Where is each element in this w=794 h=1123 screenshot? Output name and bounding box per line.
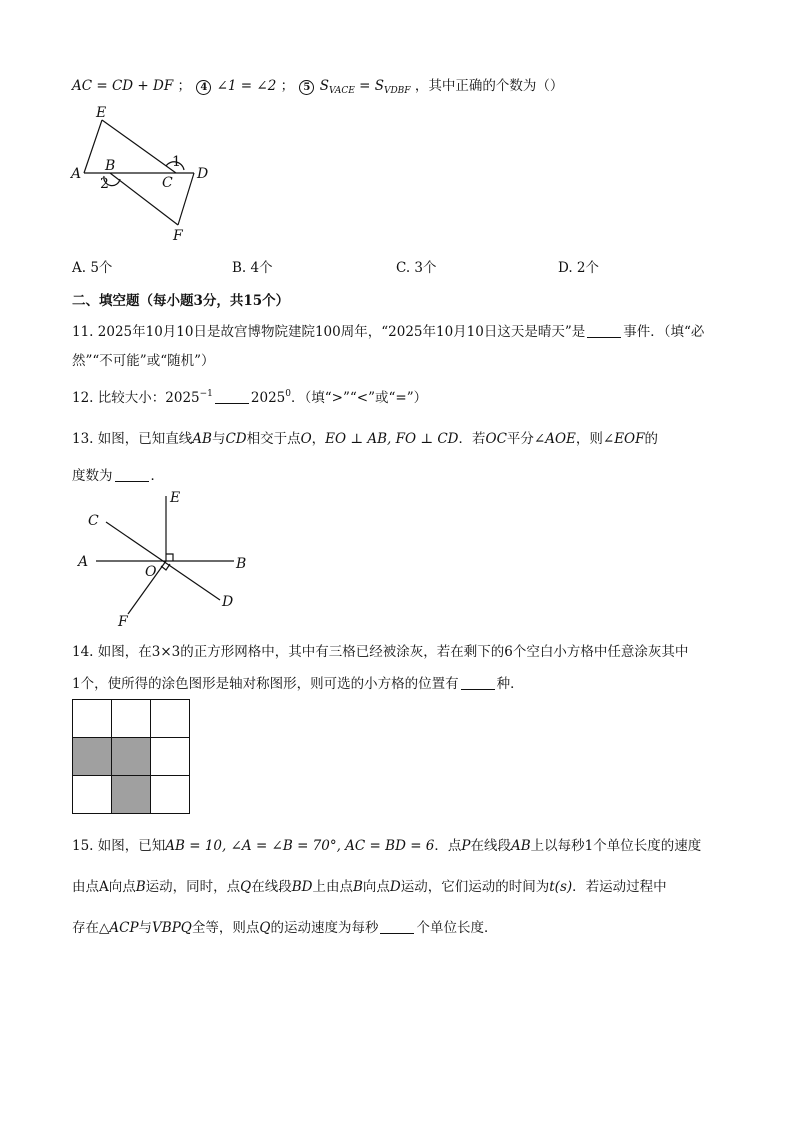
q15-text: 向点 [362, 879, 390, 895]
label-e: E [96, 105, 107, 121]
q13-text: ． [150, 468, 164, 484]
line-cd: CD [225, 431, 247, 447]
q15-text: 上以每秒1个单位长度的速度 [530, 838, 702, 854]
q13-text: ， [311, 431, 326, 447]
label-c: C [162, 175, 173, 191]
point-b: B [135, 879, 146, 895]
separator: ； [177, 78, 192, 94]
area-s-dbf: $S_{VDBF}$ [374, 78, 411, 96]
label-angle-2: 2 [100, 176, 109, 192]
condition-4: ∠1 = ∠2 [216, 78, 277, 94]
label-o: O [145, 564, 157, 580]
equals-sign: = [354, 78, 375, 94]
q15-text: 与 [138, 920, 153, 936]
q15-text: 上由点 [312, 879, 353, 895]
q14-line-2 [72, 672, 524, 692]
answer-blank [587, 325, 621, 338]
q15-text: 全等，则点 [191, 920, 260, 936]
q10-geometry-figure [66, 100, 226, 250]
label-f: F [118, 614, 128, 630]
q12-term-1: $2025^{-1}$ [165, 389, 213, 406]
q13-text: ．若 [458, 431, 486, 447]
angle-aoe: ∠AOE [533, 431, 576, 447]
label-d: D [222, 594, 234, 610]
grid-cell-blank [150, 699, 190, 738]
q14-text: 的正方形网格中，其中有三格已经被涂灰，若在剩下的6个空白小方格中任意涂灰其中 [180, 644, 689, 660]
grid-size: 3×3 [151, 644, 181, 660]
q13-geometry-figure [70, 488, 260, 632]
q15-text: 运动，它们运动的时间为 [400, 879, 550, 895]
label-d: D [197, 166, 209, 182]
grid-cell-blank [150, 775, 190, 814]
point-q: Q [240, 879, 252, 895]
point-b: B [353, 879, 363, 895]
q15-text: 由点A向点 [72, 879, 136, 895]
q15-text: 运动，同时，点 [145, 879, 241, 895]
q15-text: 在线段 [251, 879, 292, 895]
line-ab: AB [192, 431, 212, 447]
q12-suffix: ．（填“>”“<”或“=”） [291, 390, 428, 406]
right-angle-mark-eo [166, 554, 173, 561]
option-d: D. 2个 [558, 260, 600, 276]
option-b: B. 4个 [232, 260, 273, 276]
segment-df [178, 173, 194, 225]
q13-text: 相交于点 [246, 431, 301, 447]
label-a: A [78, 554, 89, 570]
ray-oc: OC [485, 431, 507, 447]
q13-text: 与 [211, 431, 226, 447]
q15-text: ．若运动过程中 [572, 879, 667, 895]
label-a: A [71, 166, 82, 182]
separator: ； [280, 78, 295, 94]
q11-line-1 [72, 320, 704, 340]
q15-text: 15. 如图，已知 [72, 838, 166, 854]
point-p: P [461, 838, 471, 854]
grid-cell-blank [150, 737, 190, 776]
q12-line [72, 386, 427, 406]
label-e: E [170, 490, 181, 506]
q11-text-tail: 事件．（填“必 [623, 324, 705, 340]
point-o: O [300, 431, 312, 447]
q11-text: 11. 2025年10月10日是故宫博物院建院100周年，“2025年10月10日这天是晴天”是 [72, 324, 586, 340]
q10-conditions-line [72, 74, 563, 96]
answer-blank [215, 391, 249, 404]
label-b: B [105, 158, 116, 174]
q13-text: ，则 [575, 431, 603, 447]
q13-line-2 [72, 464, 164, 484]
circled-number-4: 4 [196, 80, 211, 95]
grid-cell-blank [111, 699, 151, 738]
label-c: C [88, 513, 99, 529]
grid-cell-shaded [111, 775, 151, 814]
q13-text: 度数为 [72, 468, 113, 484]
point-q: Q [259, 920, 271, 936]
triangle-acp: △ACP [99, 920, 139, 936]
q15-line-3 [72, 916, 497, 936]
grid-cell-blank [72, 775, 112, 814]
q12-term-2: 2025$^0$ [250, 389, 291, 406]
answer-blank [461, 677, 495, 690]
q14-line-1 [72, 640, 688, 660]
grid-cell-blank [72, 699, 112, 738]
option-c: C. 3个 [396, 260, 437, 276]
q13-text: 13. 如图，已知直线 [72, 431, 193, 447]
grid-cell-shaded [111, 737, 151, 776]
q15-text: 存在 [72, 920, 99, 936]
answer-blank [380, 921, 414, 934]
point-d: D [389, 879, 401, 895]
label-angle-1: 1 [172, 154, 181, 170]
q11-line-2: 然”“不可能”或“随机”） [72, 353, 215, 369]
angle-eof: ∠EOF [602, 431, 645, 447]
q14-square-grid [72, 699, 189, 813]
answer-blank [115, 469, 149, 482]
segment-ae [84, 120, 102, 173]
q15-text: ．点 [434, 838, 462, 854]
q14-text: 1个，使所得的涂色图形是轴对称图形，则可选的小方格的位置有 [72, 676, 459, 692]
q14-text: 14. 如图，在 [72, 644, 152, 660]
time-variable: t(s) [549, 879, 573, 895]
triangle-bpq: VBPQ [152, 920, 192, 936]
q15-text: 在线段 [470, 838, 511, 854]
q15-line-1 [72, 834, 701, 854]
section-title: 二、填空题（每小题3分，共15个） [72, 293, 290, 309]
q15-line-2 [72, 875, 667, 895]
q12-prefix: 12. 比较大小： [72, 390, 166, 406]
given-conditions: AB = 10, ∠A = ∠B = 70°, AC = BD = 6 [165, 838, 435, 854]
segment-ab: AB [510, 838, 531, 854]
q13-text: 平分 [506, 431, 534, 447]
question-ask: ，其中正确的个数为（） [414, 78, 564, 94]
segment-bd: BD [291, 879, 313, 895]
area-s-ace: $S_{VACE}$ [319, 78, 355, 96]
q13-line-1 [72, 427, 658, 447]
q15-text: 的运动速度为每秒 [270, 920, 379, 936]
label-f: F [173, 228, 183, 244]
q13-text: 的 [644, 431, 658, 447]
grid-cell-shaded [72, 737, 112, 776]
label-b: B [236, 556, 247, 572]
q14-text: 种． [496, 676, 524, 692]
perpendicular-conditions: EO ⊥ AB, FO ⊥ CD [325, 431, 459, 447]
option-a: A. 5个 [72, 260, 113, 276]
condition-3: AC = CD + DF [72, 78, 174, 94]
circled-number-5: 5 [299, 80, 314, 95]
q15-text: 个单位长度． [416, 920, 498, 936]
